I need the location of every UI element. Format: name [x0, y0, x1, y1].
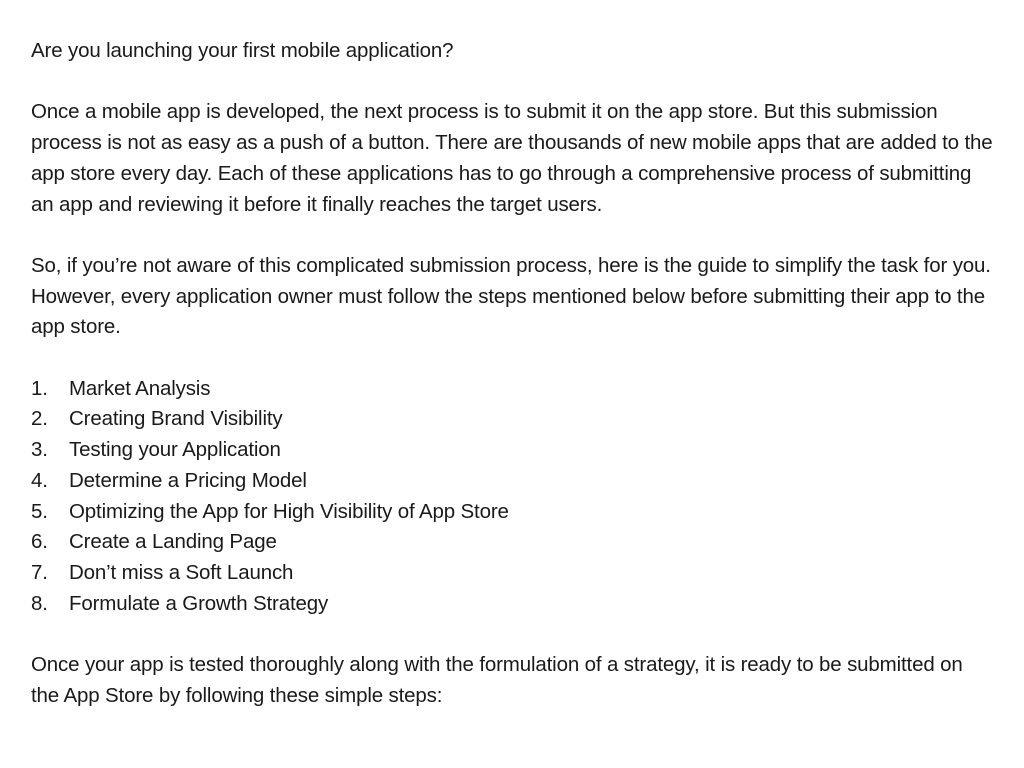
list-item-number: 4.: [31, 468, 48, 492]
list-item-label: Determine a Pricing Model: [69, 468, 307, 492]
list-item-label: Creating Brand Visibility: [69, 407, 283, 431]
list-item-label: Formulate a Growth Strategy: [69, 591, 329, 615]
guide-paragraph: So, if you’re not aware of this complicated submission process, here is the guide to simplify the task for you. However, every application owner must follow the steps mentioned below before submitting their app to the app store.: [31, 253, 991, 339]
list-item-label: Testing your Application: [69, 438, 281, 462]
list-item-number: 1.: [31, 376, 48, 400]
spacer: [31, 619, 994, 650]
list-item-number: 7.: [31, 560, 48, 584]
list-item-number: 2.: [31, 407, 48, 431]
list-item: [31, 589, 994, 620]
list-item: [31, 558, 994, 589]
closing-paragraph: Once your app is tested thoroughly along with the formulation of a strategy, it is ready to be submitted on the App Store by following these simple steps:: [31, 653, 963, 707]
list-item-number: 6.: [31, 530, 48, 554]
list-item-label: Create a Landing Page: [69, 530, 277, 554]
list-item-number: 3.: [31, 438, 48, 462]
spacer: [31, 220, 994, 251]
list-item-label: Market Analysis: [69, 376, 211, 400]
list-item-label: Don’t miss a Soft Launch: [69, 560, 294, 584]
intro-question: Are you launching your first mobile application?: [31, 39, 454, 62]
list-item: [31, 404, 994, 435]
intro-paragraph: Once a mobile app is developed, the next process is to submit it on the app store. But this submission process is not as easy as a push of a button. There are thousands of new mobile apps that are added to the app store every day. Each of these applications has to go through a comprehensive process of submitting an app and reviewing it before it finally reaches the target users.: [31, 100, 993, 216]
steps-list: [31, 374, 994, 620]
list-item: [31, 466, 994, 497]
list-item-number: 8.: [31, 591, 48, 615]
list-item-number: 5.: [31, 499, 48, 523]
list-item: [31, 374, 994, 405]
list-item: [31, 497, 994, 528]
list-item-label: Optimizing the App for High Visibility of App Store: [69, 499, 509, 523]
spacer: [31, 343, 994, 374]
spacer: [31, 67, 994, 98]
list-item: [31, 435, 994, 466]
list-item: [31, 527, 994, 558]
